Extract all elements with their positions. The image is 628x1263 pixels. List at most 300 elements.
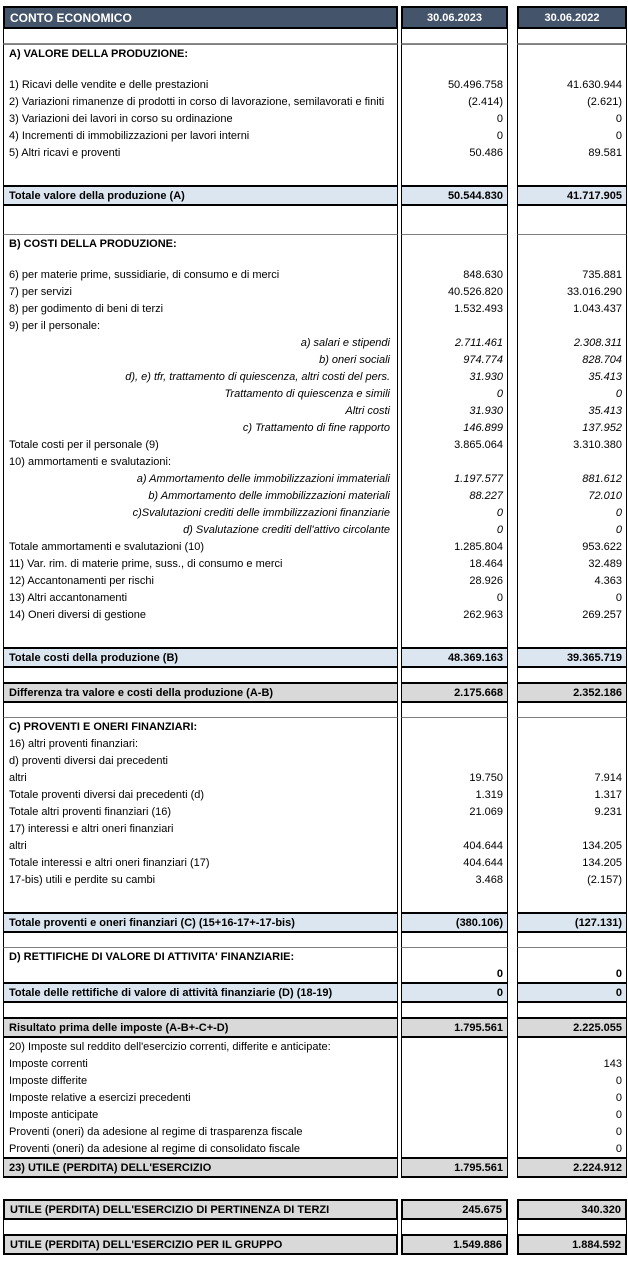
table-row-item — [3, 786, 628, 803]
table-row-blank — [3, 703, 628, 717]
value-2023 — [401, 1003, 508, 1017]
table-row-item — [3, 127, 628, 144]
table-row-item — [3, 769, 628, 786]
value-2023 — [401, 820, 508, 837]
row-label: 9) per il personale: — [3, 317, 398, 334]
row-label — [3, 206, 398, 220]
value-2023: 21.069 — [401, 803, 508, 820]
value-2023: 0 — [401, 504, 508, 521]
rows — [3, 29, 628, 1255]
table-row-item — [3, 555, 628, 572]
table-row-item — [3, 300, 628, 317]
value-2023: 404.644 — [401, 854, 508, 871]
table-row-italic — [3, 487, 628, 504]
value-2023: 50.496.758 — [401, 76, 508, 93]
value-2023: 1.795.561 — [401, 1157, 508, 1178]
value-2022: 828.704 — [517, 351, 627, 368]
table-row-blank — [3, 933, 628, 947]
value-2022: 2.308.311 — [517, 334, 627, 351]
row-label: d) proventi diversi dai precedenti — [3, 752, 398, 769]
column-gap — [508, 436, 517, 453]
column-gap — [508, 703, 517, 717]
table-row-item — [3, 803, 628, 820]
table-row-italic — [3, 402, 628, 419]
value-2022: 1.043.437 — [517, 300, 627, 317]
table-row-blank — [3, 1220, 628, 1234]
row-label: 16) altri proventi finanziari: — [3, 735, 398, 752]
table-row-blank — [3, 1003, 628, 1017]
column-gap — [508, 735, 517, 752]
value-2022: 137.952 — [517, 419, 627, 436]
column-gap — [508, 6, 517, 29]
column-gap — [508, 1123, 517, 1140]
table-row-item — [3, 110, 628, 127]
column-gap — [508, 982, 517, 1003]
value-2023 — [401, 1140, 508, 1157]
value-2023: 28.926 — [401, 572, 508, 589]
value-2023: 1.197.577 — [401, 470, 508, 487]
table-row-item — [3, 317, 628, 334]
row-label: 8) per godimento di beni di terzi — [3, 300, 398, 317]
row-label: Totale costi della produzione (B) — [3, 647, 398, 668]
table-row-totalGray — [3, 1017, 628, 1038]
row-label: Totale valore della produzione (A) — [3, 185, 398, 206]
row-label: Imposte correnti — [3, 1055, 398, 1072]
table-row-item — [3, 266, 628, 283]
value-2022: 881.612 — [517, 470, 627, 487]
value-2023 — [401, 453, 508, 470]
value-2023: 50.486 — [401, 144, 508, 161]
row-label — [3, 933, 398, 947]
column-gap — [508, 76, 517, 93]
column-gap — [508, 912, 517, 933]
table-row-totalGray — [3, 1157, 628, 1178]
table-row-italic — [3, 419, 628, 436]
row-label: altri — [3, 837, 398, 854]
row-label — [3, 703, 398, 717]
row-label: A) VALORE DELLA PRODUZIONE: — [3, 44, 398, 62]
row-label: Totale costi per il personale (9) — [3, 436, 398, 453]
column-gap — [508, 1089, 517, 1106]
value-2023: 245.675 — [401, 1199, 508, 1220]
value-2022 — [517, 62, 627, 76]
row-label: d), e) tfr, trattamento di quiescenza, altri costi del pers. — [3, 368, 398, 385]
value-2023 — [401, 1055, 508, 1072]
value-2023: 404.644 — [401, 837, 508, 854]
row-label: b) oneri sociali — [3, 351, 398, 368]
row-label: 6) per materie prime, sussidiarie, di consumo e di merci — [3, 266, 398, 283]
column-gap — [508, 334, 517, 351]
value-2022: 9.231 — [517, 803, 627, 820]
value-2022: 0 — [517, 1140, 627, 1157]
column-gap — [508, 29, 517, 44]
column-gap — [508, 487, 517, 504]
value-2022: 0 — [517, 127, 627, 144]
value-2022: 953.622 — [517, 538, 627, 555]
column-gap — [508, 888, 517, 912]
value-2022: 0 — [517, 589, 627, 606]
value-2022: 340.320 — [517, 1199, 627, 1220]
value-2023: 0 — [401, 589, 508, 606]
column-gap — [508, 837, 517, 854]
row-label — [3, 29, 398, 44]
row-label: Totale delle rettifiche di valore di attività finanziarie (D) (18-19) — [3, 982, 398, 1003]
table-row-section — [3, 947, 628, 965]
value-2022 — [517, 888, 627, 912]
row-label: Proventi (oneri) da adesione al regime di trasparenza fiscale — [3, 1123, 398, 1140]
row-label — [3, 623, 398, 647]
table-row-section — [3, 44, 628, 62]
row-label — [3, 965, 398, 982]
value-2023: 31.930 — [401, 402, 508, 419]
table-row-item — [3, 1089, 628, 1106]
table-row-section — [3, 717, 628, 735]
value-2022: 1.884.592 — [517, 1234, 627, 1255]
value-2023 — [401, 220, 508, 234]
column-gap — [508, 317, 517, 334]
table-row-blank — [3, 220, 628, 234]
value-2023: 18.464 — [401, 555, 508, 572]
value-2022: 0 — [517, 1089, 627, 1106]
column-gap — [508, 453, 517, 470]
value-2023: 88.227 — [401, 487, 508, 504]
table-row-item — [3, 752, 628, 769]
table-row-item — [3, 1072, 628, 1089]
column-gap — [508, 220, 517, 234]
column-gap — [508, 351, 517, 368]
value-2023 — [401, 161, 508, 185]
value-2022: 7.914 — [517, 769, 627, 786]
value-2022 — [517, 717, 627, 735]
value-2022 — [517, 1220, 627, 1234]
table-row-gap — [3, 1178, 628, 1199]
value-2023: 146.899 — [401, 419, 508, 436]
value-2023: 31.930 — [401, 368, 508, 385]
value-2022: 41.717.905 — [517, 185, 627, 206]
table-row-totalGray — [3, 682, 628, 703]
column-gap — [508, 44, 517, 62]
column-gap — [508, 300, 517, 317]
row-label: 11) Var. rim. di materie prime, suss., di consumo e merci — [3, 555, 398, 572]
value-2022: 4.363 — [517, 572, 627, 589]
table-row-item — [3, 1123, 628, 1140]
column-gap — [508, 504, 517, 521]
value-2022 — [517, 752, 627, 769]
value-2022: 0 — [517, 1072, 627, 1089]
value-2023: (2.414) — [401, 93, 508, 110]
row-label: 10) ammortamenti e svalutazioni: — [3, 453, 398, 470]
row-label — [3, 1003, 398, 1017]
value-2022: (2.157) — [517, 871, 627, 888]
value-2022 — [517, 1038, 627, 1055]
row-label: 3) Variazioni dei lavori in corso su ordinazione — [3, 110, 398, 127]
value-2023 — [401, 317, 508, 334]
value-2022 — [517, 623, 627, 647]
column-gap — [508, 786, 517, 803]
column-gap — [508, 470, 517, 487]
value-2023 — [401, 623, 508, 647]
table-row-blank — [3, 62, 628, 76]
value-2022: 39.365.719 — [517, 647, 627, 668]
column-gap — [508, 1178, 517, 1199]
value-2022: 1.317 — [517, 786, 627, 803]
value-2022: 0 — [517, 1123, 627, 1140]
table-row-blank — [3, 206, 628, 220]
row-label: 17-bis) utili e perdite su cambi — [3, 871, 398, 888]
column-gap — [508, 185, 517, 206]
value-2022: 0 — [517, 110, 627, 127]
column-gap — [508, 402, 517, 419]
row-label: Totale proventi diversi dai precedenti (d) — [3, 786, 398, 803]
column-gap — [508, 606, 517, 623]
row-label: c)Svalutazioni crediti delle immbilizzazioni finanziarie — [3, 504, 398, 521]
table-row-bold0 — [3, 965, 628, 982]
value-2022: 143 — [517, 1055, 627, 1072]
table-row-item — [3, 1038, 628, 1055]
value-2022 — [517, 947, 627, 965]
row-label: altri — [3, 769, 398, 786]
column-gap — [508, 234, 517, 252]
column-gap — [508, 1106, 517, 1123]
value-2022 — [517, 735, 627, 752]
row-label: 7) per servizi — [3, 283, 398, 300]
table-row-italic — [3, 521, 628, 538]
table-row-item — [3, 572, 628, 589]
value-2022: (2.621) — [517, 93, 627, 110]
column-gap — [508, 572, 517, 589]
column-gap — [508, 1003, 517, 1017]
row-label: Proventi (oneri) da adesione al regime di consolidato fiscale — [3, 1140, 398, 1157]
column-header-2023: 30.06.2023 — [401, 6, 508, 29]
row-label: 1) Ricavi delle vendite e delle prestazioni — [3, 76, 398, 93]
column-gap — [508, 647, 517, 668]
value-2022 — [517, 820, 627, 837]
table-row-blankTall — [3, 623, 628, 647]
value-2022 — [517, 703, 627, 717]
row-label — [3, 252, 398, 266]
row-label: 17) interessi e altri oneri finanziari — [3, 820, 398, 837]
row-label: Totale proventi e oneri finanziari (C) (15+16-17+-17-bis) — [3, 912, 398, 933]
column-gap — [508, 110, 517, 127]
value-2022: 35.413 — [517, 368, 627, 385]
row-label: 20) Imposte sul reddito dell'esercizio correnti, differite e anticipate: — [3, 1038, 398, 1055]
value-2023: 1.532.493 — [401, 300, 508, 317]
value-2022: 134.205 — [517, 837, 627, 854]
value-2023 — [401, 1038, 508, 1055]
column-gap — [508, 1017, 517, 1038]
value-2023: 2.711.461 — [401, 334, 508, 351]
row-label: Imposte relative a esercizi precedenti — [3, 1089, 398, 1106]
value-2022: 134.205 — [517, 854, 627, 871]
column-gap — [508, 1055, 517, 1072]
column-gap — [508, 1038, 517, 1055]
value-2023: 50.544.830 — [401, 185, 508, 206]
column-gap — [508, 252, 517, 266]
column-gap — [508, 803, 517, 820]
value-2023: 974.774 — [401, 351, 508, 368]
table-row-totalBlue — [3, 912, 628, 933]
column-gap — [508, 717, 517, 735]
row-label: Imposte anticipate — [3, 1106, 398, 1123]
value-2022: 735.881 — [517, 266, 627, 283]
value-2023: 0 — [401, 110, 508, 127]
value-2022: 2.352.186 — [517, 682, 627, 703]
table-row-item — [3, 871, 628, 888]
row-label — [3, 62, 398, 76]
column-gap — [508, 385, 517, 402]
row-label: Totale altri proventi finanziari (16) — [3, 803, 398, 820]
value-2023: 3.865.064 — [401, 436, 508, 453]
value-2023: 2.175.668 — [401, 682, 508, 703]
value-2023 — [401, 1178, 508, 1199]
value-2022: 0 — [517, 385, 627, 402]
column-gap — [508, 419, 517, 436]
value-2023: 1.795.561 — [401, 1017, 508, 1038]
column-gap — [508, 62, 517, 76]
row-label: 13) Altri accantonamenti — [3, 589, 398, 606]
value-2023 — [401, 44, 508, 62]
column-gap — [508, 1072, 517, 1089]
table-row-blank — [3, 668, 628, 682]
table-row-item — [3, 1055, 628, 1072]
row-label — [3, 1220, 398, 1234]
column-gap — [508, 854, 517, 871]
row-label: Trattamento di quiescenza e simili — [3, 385, 398, 402]
value-2023: (380.106) — [401, 912, 508, 933]
value-2023 — [401, 206, 508, 220]
table-row-totalBlue — [3, 185, 628, 206]
value-2022 — [517, 1003, 627, 1017]
value-2023: 1.285.804 — [401, 538, 508, 555]
row-label: 5) Altri ricavi e proventi — [3, 144, 398, 161]
column-gap — [508, 206, 517, 220]
column-gap — [508, 93, 517, 110]
value-2023 — [401, 62, 508, 76]
value-2022 — [517, 44, 627, 62]
row-label: d) Svalutazione crediti dell'attivo circolante — [3, 521, 398, 538]
row-label: a) Ammortamento delle immobilizzazioni immateriali — [3, 470, 398, 487]
value-2023 — [401, 1089, 508, 1106]
value-2022 — [517, 220, 627, 234]
value-2023 — [401, 888, 508, 912]
column-gap — [508, 668, 517, 682]
table-row-blank — [3, 252, 628, 266]
table-row-italic — [3, 385, 628, 402]
table-row-item — [3, 93, 628, 110]
value-2022 — [517, 161, 627, 185]
column-gap — [508, 521, 517, 538]
value-2023: 0 — [401, 965, 508, 982]
column-gap — [508, 1140, 517, 1157]
value-2023 — [401, 252, 508, 266]
value-2023: 0 — [401, 521, 508, 538]
value-2022 — [517, 933, 627, 947]
value-2023: 848.630 — [401, 266, 508, 283]
value-2023: 0 — [401, 982, 508, 1003]
value-2022: (127.131) — [517, 912, 627, 933]
row-label: c) Trattamento di fine rapporto — [3, 419, 398, 436]
report-title: CONTO ECONOMICO — [3, 6, 398, 29]
value-2022: 0 — [517, 521, 627, 538]
value-2023 — [401, 1072, 508, 1089]
value-2022: 89.581 — [517, 144, 627, 161]
column-gap — [508, 283, 517, 300]
column-gap — [508, 266, 517, 283]
value-2022: 32.489 — [517, 555, 627, 572]
value-2023 — [401, 668, 508, 682]
table-row-item — [3, 854, 628, 871]
value-2022: 0 — [517, 982, 627, 1003]
table-row-grand — [3, 1234, 628, 1255]
row-label: b) Ammortamento delle immobilizzazioni materiali — [3, 487, 398, 504]
column-gap — [508, 623, 517, 647]
column-gap — [508, 965, 517, 982]
value-2023: 19.750 — [401, 769, 508, 786]
table-row-item — [3, 606, 628, 623]
value-2023 — [401, 933, 508, 947]
value-2023 — [401, 752, 508, 769]
table-row-item — [3, 453, 628, 470]
row-label: a) salari e stipendi — [3, 334, 398, 351]
column-gap — [508, 871, 517, 888]
value-2023 — [401, 735, 508, 752]
value-2022: 0 — [517, 504, 627, 521]
value-2022 — [517, 668, 627, 682]
row-label: Totale ammortamenti e svalutazioni (10) — [3, 538, 398, 555]
column-gap — [508, 933, 517, 947]
table-row-italic — [3, 351, 628, 368]
value-2023: 0 — [401, 127, 508, 144]
value-2023 — [401, 1106, 508, 1123]
value-2023 — [401, 1220, 508, 1234]
table-row-item — [3, 1106, 628, 1123]
table-row-italic — [3, 470, 628, 487]
value-2022: 41.630.944 — [517, 76, 627, 93]
table-row-blankRule — [3, 29, 628, 44]
row-label — [3, 1178, 398, 1199]
column-gap — [508, 1157, 517, 1178]
column-gap — [508, 1199, 517, 1220]
column-gap — [508, 820, 517, 837]
table-row-item — [3, 1140, 628, 1157]
row-label: C) PROVENTI E ONERI FINANZIARI: — [3, 717, 398, 735]
value-2023: 0 — [401, 385, 508, 402]
value-2023: 1.319 — [401, 786, 508, 803]
row-label — [3, 161, 398, 185]
table-row-item — [3, 283, 628, 300]
row-label: Risultato prima delle imposte (A-B+-C+-D) — [3, 1017, 398, 1038]
value-2023: 1.549.886 — [401, 1234, 508, 1255]
table-row-totalBlue — [3, 982, 628, 1003]
row-label: B) COSTI DELLA PRODUZIONE: — [3, 234, 398, 252]
row-label — [3, 220, 398, 234]
table-row-item — [3, 436, 628, 453]
value-2022 — [517, 1178, 627, 1199]
column-gap — [508, 127, 517, 144]
table-row-item — [3, 144, 628, 161]
value-2022 — [517, 252, 627, 266]
row-label: 4) Incrementi di immobilizzazioni per lavori interni — [3, 127, 398, 144]
table-row-item — [3, 820, 628, 837]
value-2022 — [517, 234, 627, 252]
row-label: D) RETTIFICHE DI VALORE DI ATTIVITA' FINANZIARIE: — [3, 947, 398, 965]
value-2022: 72.010 — [517, 487, 627, 504]
value-2022: 2.225.055 — [517, 1017, 627, 1038]
value-2023 — [401, 717, 508, 735]
row-label: 23) UTILE (PERDITA) DELL'ESERCIZIO — [3, 1157, 398, 1178]
table-row-grand — [3, 1199, 628, 1220]
value-2022: 3.310.380 — [517, 436, 627, 453]
